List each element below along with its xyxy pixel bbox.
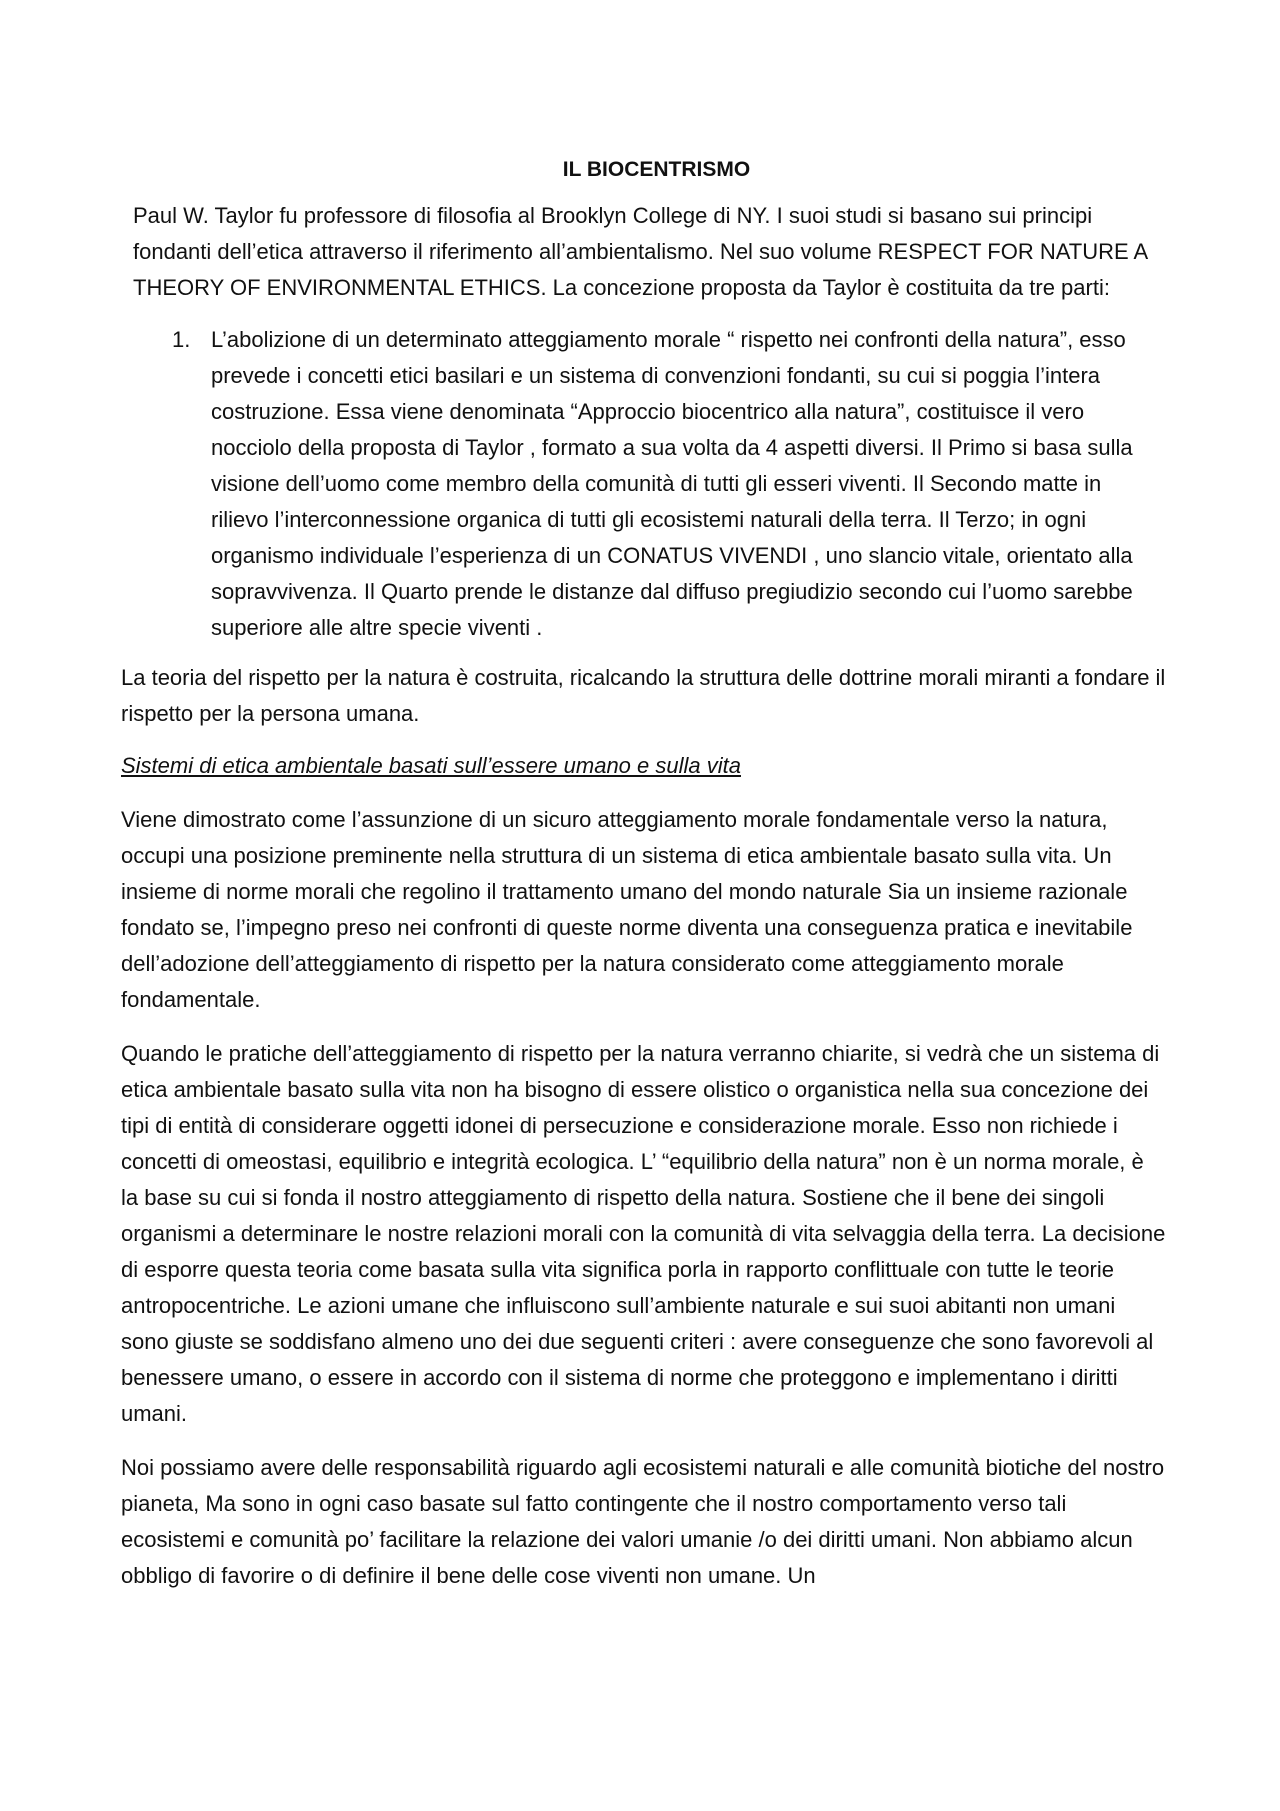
numbered-list bbox=[121, 322, 1166, 646]
list-item-text: L’abolizione di un determinato atteggiamento morale “ rispetto nei confronti della natura”, esso prevede i concetti etici basilari e un sistema di convenzioni fondanti, su cui si poggia l’intera costruzione. Essa viene denominata “Approccio biocentrico alla natura”, costituisce il vero nocciolo della proposta di Taylor , formato a sua volta da 4 aspetti diversi. Il Primo si basa sulla visione dell’uomo come membro della comunità di tutti gli esseri viventi. Il Secondo matte in rilievo l’interconnessione organica di tutti gli ecosistemi naturali della terra. Il Terzo; in ogni organismo individuale l’esperienza di un CONATUS VIVENDI , uno slancio vitale, orientato alla sopravvivenza. Il Quarto prende le distanze dal diffuso pregiudizio secondo cui l’uomo sarebbe superiore alle altre specie viventi . bbox=[211, 327, 1133, 640]
document-body bbox=[121, 152, 1166, 1612]
list-item bbox=[121, 322, 1161, 646]
section-subheading: Sistemi di etica ambientale basati sull’essere umano e sulla vita bbox=[121, 753, 741, 778]
theory-paragraph: La teoria del rispetto per la natura è costruita, ricalcando la struttura delle dottrine morali miranti a fondare il rispetto per la persona umana. bbox=[121, 665, 1166, 726]
body-paragraph-2: Quando le pratiche dell’atteggiamento di rispetto per la natura verranno chiarite, si vedrà che un sistema di etica ambientale basato sulla vita non ha bisogno di essere olistico o organistica nella sua concezione dei tipi di entità di considerare oggetti idonei di persecuzione e considerazione morale. Esso non richiede i concetti di omeostasi, equilibrio e integrità ecologica. L’ “equilibrio della natura” non è un norma morale, è la base su cui si fonda il nostro atteggiamento di rispetto della natura. Sostiene che il bene dei singoli organismi a determinare le nostre relazioni morali con la comunità di vita selvaggia della terra. La decisione di esporre questa teoria come basata sulla vita significa porla in rapporto conflittuale con tutte le teorie antropocentriche. Le azioni umane che influiscono sull’ambiente naturale e sui suoi abitanti non umani sono giuste se soddisfano almeno uno dei due seguenti criteri : avere conseguenze che sono favorevoli al benessere umano, o essere in accordo con il sistema di norme che proteggono e implementano i diritti umani. bbox=[121, 1041, 1166, 1426]
body-paragraph-3: Noi possiamo avere delle responsabilità riguardo agli ecosistemi naturali e alle comunità biotiche del nostro pianeta, Ma sono in ogni caso basate sul fatto contingente che il nostro comportamento verso tali ecosistemi e comunità po’ facilitare la relazione dei valori umanie /o dei diritti umani. Non abbiamo alcun obbligo di favorire o di definire il bene delle cose viventi non umane. Un bbox=[121, 1455, 1165, 1588]
body-paragraph-1: Viene dimostrato come l’assunzione di un sicuro atteggiamento morale fondamentale verso la natura, occupi una posizione preminente nella struttura di un sistema di etica ambientale basato sulla vita. Un insieme di norme morali che regolino il trattamento umano del mondo naturale Sia un insieme razionale fondato se, l’impegno preso nei confronti di queste norme diventa una conseguenza pratica e inevitabile dell’adozione dell’atteggiamento di rispetto per la natura considerato come atteggiamento morale fondamentale. bbox=[121, 807, 1133, 1012]
intro-paragraph: Paul W. Taylor fu professore di filosofia al Brooklyn College di NY. I suoi studi si basano sui principi fondanti dell’etica attraverso il riferimento all’ambientalismo. Nel suo volume RESPECT FOR NATURE A THEORY OF ENVIRONMENTAL ETHICS. La concezione proposta da Taylor è costituita da tre parti: bbox=[133, 203, 1148, 300]
document-title: IL BIOCENTRISMO bbox=[562, 158, 751, 181]
list-item-number: 1. bbox=[172, 327, 191, 352]
